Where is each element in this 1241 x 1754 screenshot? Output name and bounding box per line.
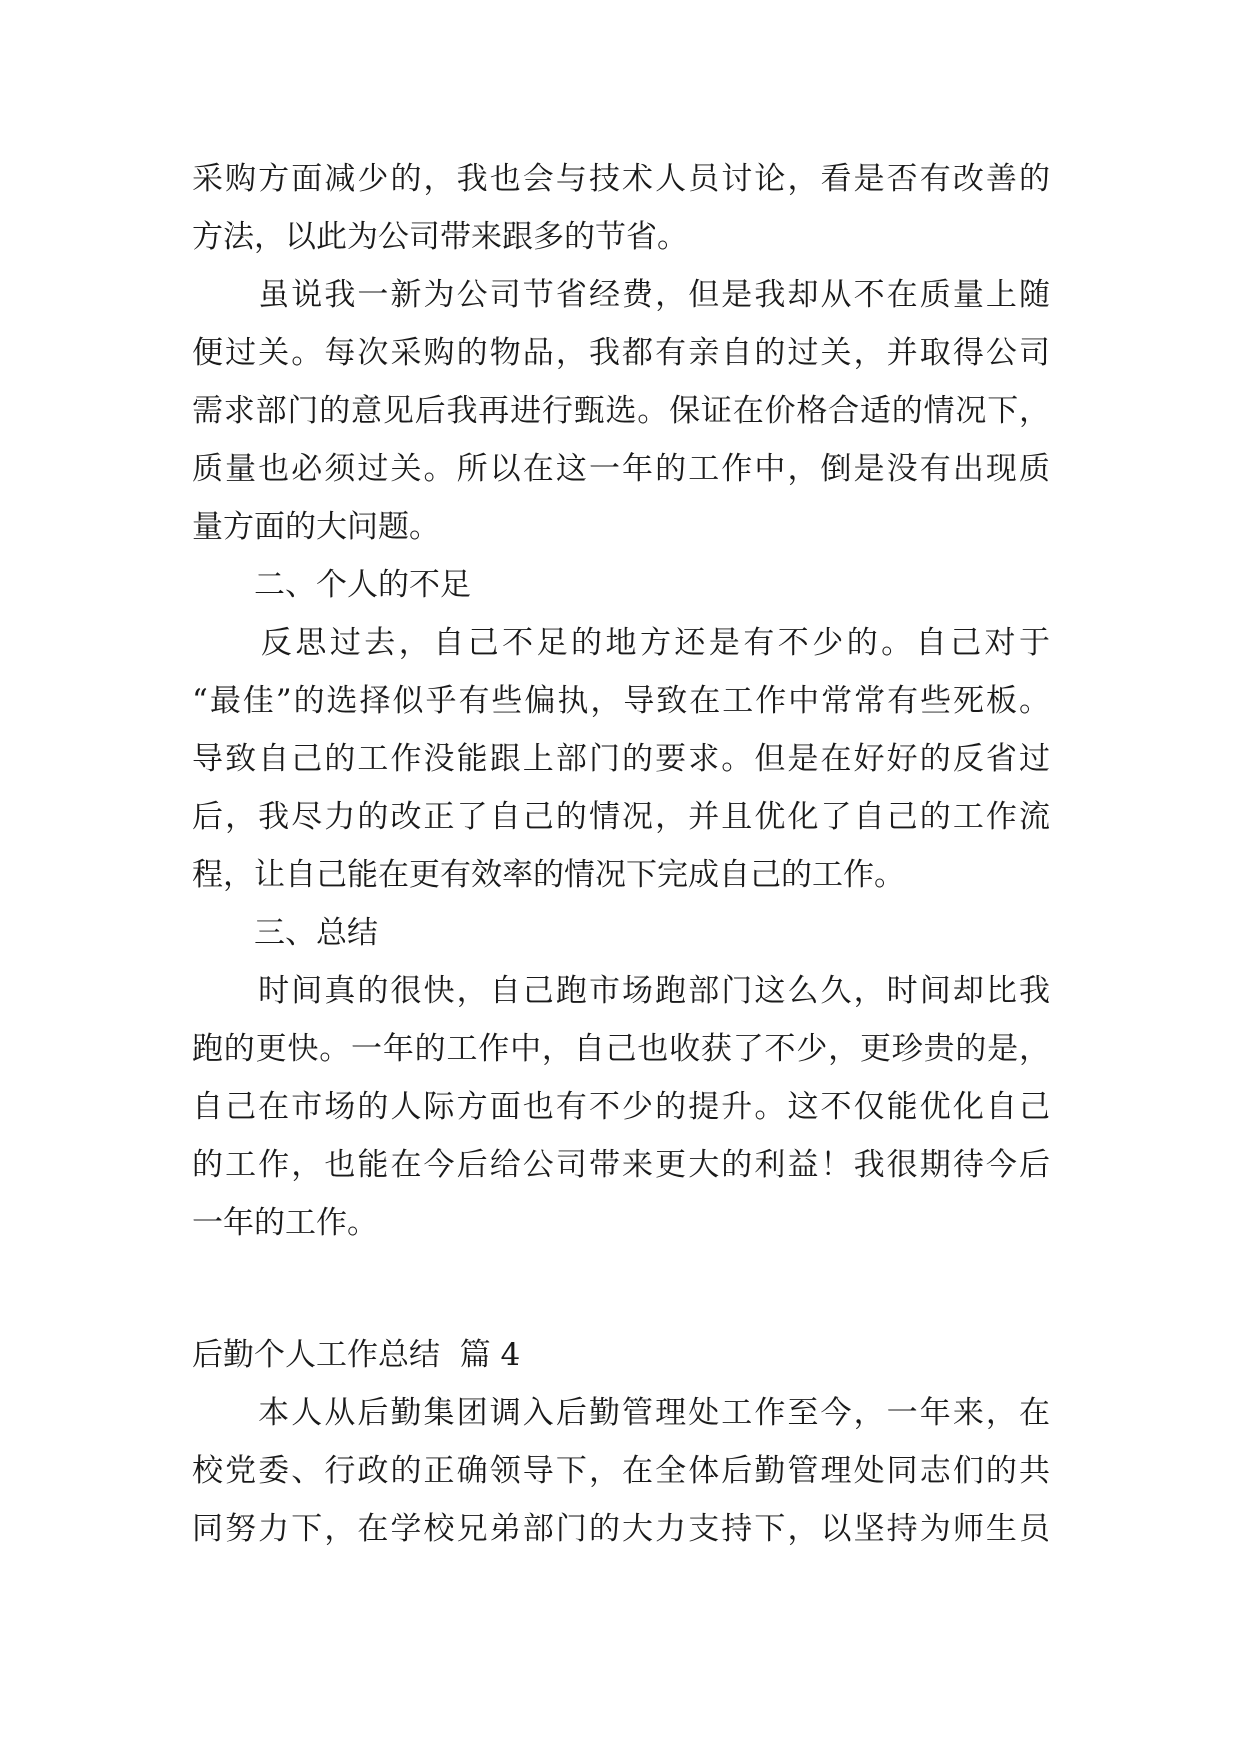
article-title: 后勤个人工作总结 篇 4 xyxy=(192,1337,521,1373)
text-line: 程，让自己能在更有效率的情况下完成自己的工作。 xyxy=(192,857,905,893)
body-text-continued xyxy=(192,150,1050,1252)
section-heading-shortcomings: 二、个人的不足 xyxy=(192,567,471,603)
text-line: 质量也必须过关。所以在这一年的工作中，倒是没有出现质 xyxy=(192,451,1050,487)
text-line: 反思过去，自己不足的地方还是有不少的。自己对于 xyxy=(192,625,1050,661)
text-line: 导致自己的工作没能跟上部门的要求。但是在好好的反省过 xyxy=(192,741,1050,777)
text-line: 同努力下，在学校兄弟部门的大力支持下，以坚持为师生员 xyxy=(192,1511,1050,1547)
text-line: 采购方面减少的，我也会与技术人员讨论，看是否有改善的 xyxy=(192,161,1050,197)
text-line: “最佳”的选择似乎有些偏执，导致在工作中常常有些死板。 xyxy=(192,683,1050,719)
text-line: 自己在市场的人际方面也有不少的提升。这不仅能优化自己 xyxy=(192,1089,1050,1125)
text-line: 的工作，也能在今后给公司带来更大的利益！我很期待今后 xyxy=(192,1147,1050,1183)
text-line: 虽说我一新为公司节省经费，但是我却从不在质量上随 xyxy=(192,277,1050,313)
section-heading-summary: 三、总结 xyxy=(192,915,378,951)
text-line: 量方面的大问题。 xyxy=(192,509,440,545)
text-line: 后，我尽力的改正了自己的情况，并且优化了自己的工作流 xyxy=(192,799,1050,835)
text-line: 方法，以此为公司带来跟多的节省。 xyxy=(192,219,688,255)
text-line: 本人从后勤集团调入后勤管理处工作至今，一年来，在 xyxy=(192,1395,1050,1431)
text-line: 校党委、行政的正确领导下，在全体后勤管理处同志们的共 xyxy=(192,1453,1050,1489)
text-line: 跑的更快。一年的工作中，自己也收获了不少，更珍贵的是， xyxy=(192,1031,1050,1067)
body-text-article-4 xyxy=(192,1384,1050,1558)
text-line: 需求部门的意见后我再进行甄选。保证在价格合适的情况下， xyxy=(192,393,1050,429)
text-line: 便过关。每次采购的物品，我都有亲自的过关，并取得公司 xyxy=(192,335,1050,371)
text-line: 一年的工作。 xyxy=(192,1205,378,1241)
text-line: 时间真的很快，自己跑市场跑部门这么久，时间却比我 xyxy=(192,973,1050,1009)
